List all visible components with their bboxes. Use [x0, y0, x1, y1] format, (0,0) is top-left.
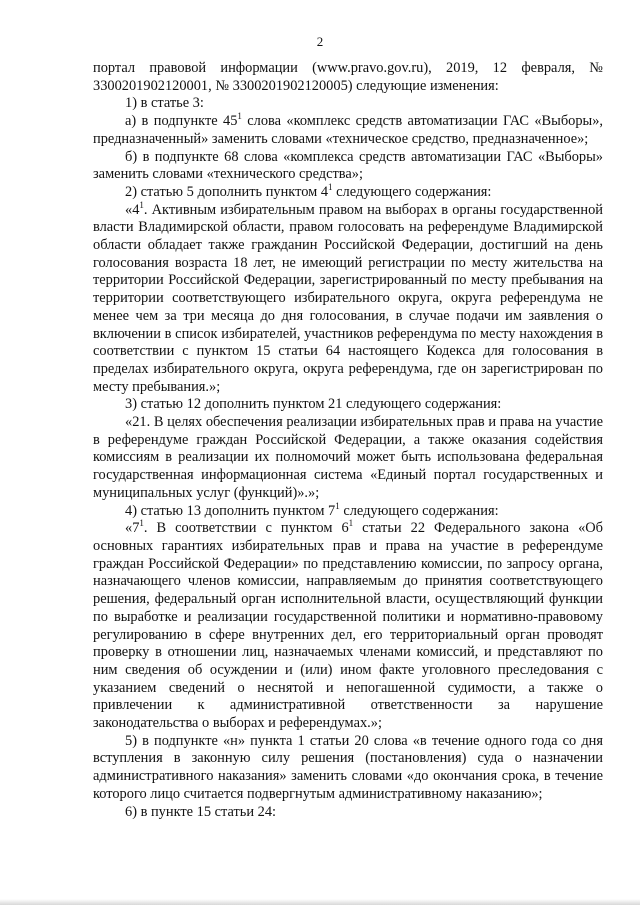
paragraph [93, 520, 603, 732]
paragraph-text: б) в подпункте 68 слова «комплекса средств автоматизации ГАС «Выборы» заменить словами «технического средства»; [93, 148, 603, 183]
page-number: 2 [316, 34, 324, 49]
superscript-index: 1 [237, 111, 242, 122]
paragraph-text: 4) статью 13 дополнить пунктом 7 [125, 502, 336, 519]
paragraph [93, 396, 603, 414]
paragraph-text: 1) в статье 3: [125, 95, 204, 112]
superscript-index: 1 [139, 199, 144, 210]
paragraph-text: . Активным избирательным правом на выборах в органы государственной власти Владимирской области, правом голосовать на референдуме Владимирской области обладает также гражданин Российской Федерации, достигший на день голосования возраста 18 лет, не имеющий регистрации по месту жительства на территории Российской Федерации, зарегистрированный по месту пребывания на территории соответствующего избирательного округа, округа референдума не менее чем за три месяца до дня голосования, в случае подачи им заявления о включении в список избирателей, участников референдума по месту нахождения в соответствии с пунктом 15 статьи 64 настоящего Кодекса для голосования в пределах избирательного округа, округа референдума, где он зарегистрирован по месту пребывания.»; [93, 201, 603, 395]
paragraph [93, 804, 603, 822]
paragraph-text: 6) в пункте 15 статьи 24: [125, 803, 277, 820]
paragraph-text: 5) в подпункте «н» пункта 1 статьи 20 слова «в течение одного года со дня вступления в законную силу решения (постановления) суда о назначении административного наказания» заменить словами «до окончания срока, в течение которого лицо считается подвергнутым административному наказанию»; [93, 732, 603, 802]
paragraph [93, 414, 603, 503]
paragraph-text: 2) статью 5 дополнить пунктом 4 [125, 183, 329, 200]
superscript-index: 1 [139, 518, 144, 529]
paragraph-text: слова «комплекс средств автоматизации ГАС «Выборы», предназначенный» заменить словами «техническое средство, предназначенное»; [93, 113, 603, 147]
paragraph-text: следующего содержания: [339, 502, 499, 519]
paragraph-text: следующего содержания: [332, 183, 492, 200]
paragraph-text: . В соответствии с пунктом 6 [143, 520, 349, 537]
paragraph [93, 95, 603, 113]
superscript-index: 1 [328, 181, 333, 192]
superscript-index: 1 [348, 518, 354, 529]
paragraph [93, 181, 603, 202]
paragraph [93, 199, 603, 397]
paragraph-text: 3) статью 12 дополнить пунктом 21 следующего содержания: [125, 396, 502, 413]
paragraph [93, 733, 603, 804]
paragraph-text: «4 [125, 201, 140, 218]
paragraph [93, 113, 603, 148]
scan-edge [0, 899, 640, 905]
paragraph-text: «7 [125, 520, 140, 537]
paragraph-text: «21. В целях обеспечения реализации избирательных прав и права на участие в референдуме граждан Российской Федерации, а также оказания содействия комиссиям в реализации их полномочий может быть использована федеральная государственная информационная система «Единый портал государственных и муниципальных услуг (функций)».»; [93, 414, 603, 501]
paragraph-text: а) в подпункте 45 [125, 113, 238, 130]
superscript-index: 1 [335, 500, 340, 511]
paragraph-text: портал правовой информации (www.pravo.gov.ru), 2019, 12 февраля, № 3300201902120001, № 3300201902120005) следующие изменения: [93, 60, 603, 94]
paragraph [93, 149, 603, 184]
document-body [93, 60, 603, 821]
paragraph-text: статьи 22 Федерального закона «Об основных гарантиях избирательных прав и права на участие в референдуме граждан Российской Федерации» по представлению комиссии, по запросу органа, назначающего членов комиссии, направляемым до принятия соответствующего решения, федеральный орган исполнительной власти, осуществляющий функции по выработке и реализации государственной политики и нормативно-правовому регулированию в сфере внутренних дел, его территориальный орган проводят проверку в отношении лиц, назначаемых членами комиссий, и представляют по ним сведения об осуждении и (или) ином факте уголовного преследования с указанием сведений о неснятой и непогашенной судимости, а также о привлечении к административной ответственности за нарушение законодательства о выборах и референдумах.»; [93, 520, 603, 732]
paragraph [93, 60, 603, 95]
